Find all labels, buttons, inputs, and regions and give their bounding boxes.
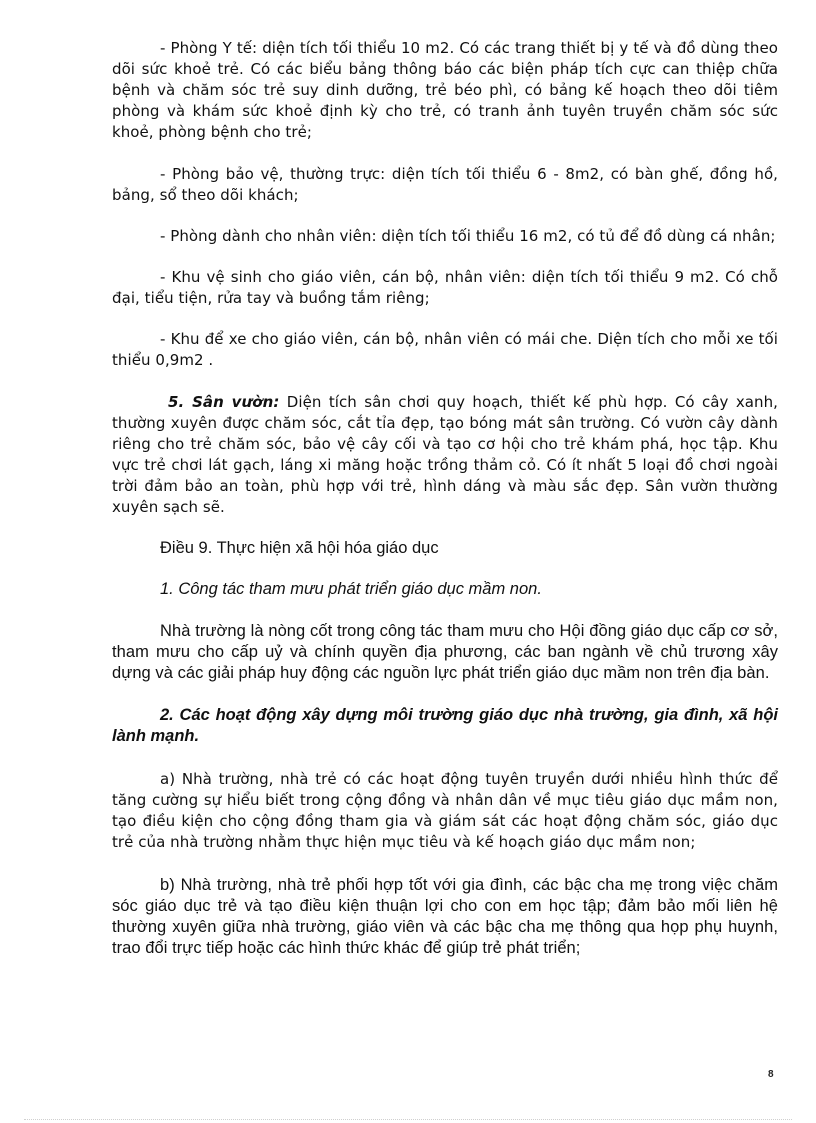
paragraph-staff-room: - Phòng dành cho nhân viên: diện tích tối thiểu 16 m2, có tủ để đồ dùng cá nhân;	[160, 227, 776, 245]
paragraph-staff-wc: - Khu vệ sinh cho giáo viên, cán bộ, nhân viên: diện tích tối thiểu 9 m2. Có chỗ đại, tiểu tiện, rửa tay và buồng tắm riêng;	[112, 268, 778, 307]
paragraph-item-b: b) Nhà trường, nhà trẻ phối hợp tốt với gia đình, các bậc cha mẹ trong việc chăm sóc giáo dục trẻ và tạo điều kiện thuận lợi cho con em học tập; đảm bảo mối liên hệ thường xuyên giữa nhà trường, giáo viên và các bậc cha mẹ thông qua họp phụ huynh, trao đổi trực tiếp hoặc các hình thức khác để giúp trẻ phát triển;	[112, 876, 778, 957]
garden-text: Diện tích sân chơi quy hoạch, thiết kế phù hợp. Có cây xanh, thường xuyên được chăm sóc, cắt tỉa đẹp, tạo bóng mát sân trường. Có vườn cây dành riêng cho trẻ chăm sóc, bảo vệ cây cối và tạo cơ hội cho trẻ khám phá, học tập. Khu vực trẻ chơi lát gạch, láng xi măng hoặc trồng thảm cỏ. Có ít nhất 5 loại đồ chơi ngoài trời đảm bảo an toàn, phù hợp với trẻ, hình dáng và màu sắc đẹp. Sân vườn thường xuyên sạch sẽ.	[112, 393, 778, 516]
paragraph-consulting: Nhà trường là nòng cốt trong công tác tham mưu cho Hội đồng giáo dục cấp cơ sở, tham mưu cho cấp uỷ và chính quyền địa phương, các ban ngành về chủ trương xây dựng và các giải pháp huy động các nguồn lực phát triển giáo dục mầm non trên địa bàn.	[112, 622, 778, 682]
page-number: 8	[768, 1069, 774, 1080]
garden-label: 5. Sân vườn:	[168, 393, 280, 411]
paragraph-garden	[112, 392, 778, 518]
paragraph-health-room: - Phòng Y tế: diện tích tối thiểu 10 m2. Có các trang thiết bị y tế và đồ dùng theo dõi sức khoẻ trẻ. Có các biểu bảng thông báo các biện pháp tích cực can thiệp chữa bệnh và chăm sóc trẻ suy dinh dưỡng, trẻ béo phì, có bảng kế hoạch theo dõi tiêm phòng và khám sức khoẻ định kỳ cho trẻ, có tranh ảnh tuyên truyền chăm sóc sức khoẻ, phòng bệnh cho trẻ;	[112, 39, 778, 141]
paragraph-guard-room: - Phòng bảo vệ, thường trực: diện tích tối thiểu 6 - 8m2, có bàn ghế, đồng hồ, bảng, sổ theo dõi khách;	[112, 165, 778, 204]
section-2-title: 2. Các hoạt động xây dựng môi trường giáo dục nhà trường, gia đình, xã hội lành mạnh.	[112, 706, 778, 745]
footer-divider	[24, 1119, 792, 1120]
document-page	[112, 38, 778, 959]
section-1-title: 1. Công tác tham mưu phát triển giáo dục mầm non.	[160, 580, 542, 598]
paragraph-parking: - Khu để xe cho giáo viên, cán bộ, nhân viên có mái che. Diện tích cho mỗi xe tối thiểu 0,9m2 .	[112, 330, 778, 369]
paragraph-item-a: a) Nhà trường, nhà trẻ có các hoạt động tuyên truyền dưới nhiều hình thức để tăng cường sự hiểu biết trong cộng đồng và nhân dân về mục tiêu giáo dục mầm non, tạo điều kiện cho cộng đồng tham gia và giám sát các hoạt động chăm sóc, giáo dục trẻ của nhà trường nhằm thực hiện mục tiêu và kế hoạch giáo dục mầm non;	[112, 770, 778, 851]
article-9-title: Điều 9. Thực hiện xã hội hóa giáo dục	[160, 539, 439, 557]
